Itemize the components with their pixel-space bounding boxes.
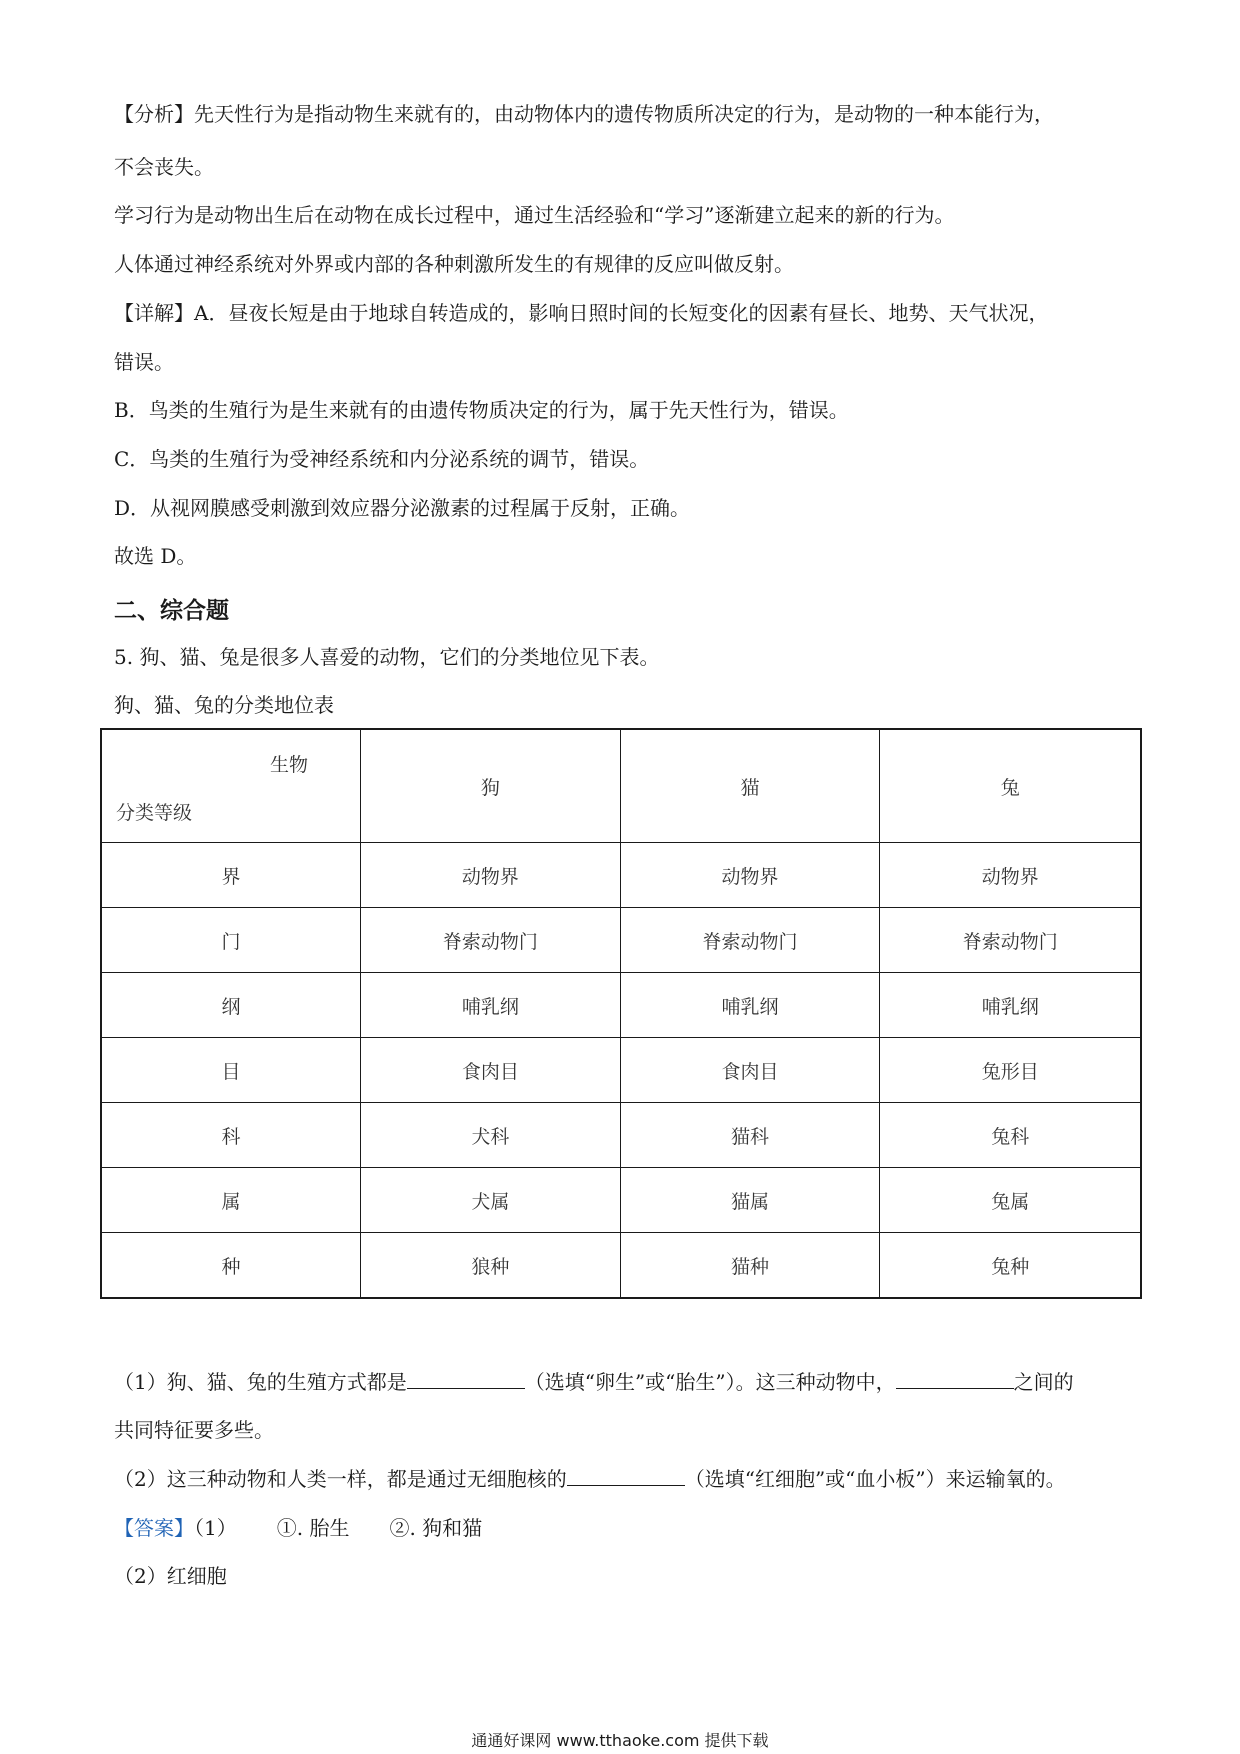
taxonomy-table bbox=[100, 728, 1142, 1299]
column-header-dog: 狗 bbox=[361, 729, 621, 843]
dog-cell: 哺乳纲 bbox=[361, 973, 621, 1038]
answer-tag: 【答案】 bbox=[114, 1516, 194, 1540]
detail-line-1: 【详解】A．昼夜长短是由于地球自转造成的，影响日照时间的长短变化的因素有昼长、地势、天气状况， bbox=[114, 301, 1049, 325]
answer-line-2: （2）红细胞 bbox=[114, 1564, 227, 1588]
table-row bbox=[101, 908, 1141, 973]
cat-cell: 哺乳纲 bbox=[620, 973, 880, 1038]
analysis-line-3: 学习行为是动物出生后在动物在成长过程中，通过生活经验和“学习”逐渐建立起来的新的行为。 bbox=[114, 203, 955, 227]
question-2-text-a: （2）这三种动物和人类一样，都是通过无细胞核的 bbox=[114, 1467, 567, 1491]
rabbit-cell: 哺乳纲 bbox=[880, 973, 1141, 1038]
section-title: 二、综合题 bbox=[114, 598, 229, 624]
cat-cell: 猫种 bbox=[620, 1233, 880, 1299]
cat-cell: 动物界 bbox=[620, 843, 880, 908]
rank-cell: 门 bbox=[101, 908, 361, 973]
detail-option-b: B．鸟类的生殖行为是生来就有的由遗传物质决定的行为，属于先天性行为，错误。 bbox=[114, 398, 849, 422]
question-2-text-b: （选填“红细胞”或“血小板”）来运输氧的。 bbox=[684, 1467, 1066, 1491]
table-row bbox=[101, 1103, 1141, 1168]
rank-cell: 科 bbox=[101, 1103, 361, 1168]
rabbit-cell: 兔种 bbox=[880, 1233, 1141, 1299]
question-1-line-2: 共同特征要多些。 bbox=[114, 1418, 274, 1442]
detail-line-2: 错误。 bbox=[114, 350, 174, 374]
dog-cell: 脊索动物门 bbox=[361, 908, 621, 973]
table-row bbox=[101, 1038, 1141, 1103]
cat-cell: 食肉目 bbox=[620, 1038, 880, 1103]
rabbit-cell: 兔形目 bbox=[880, 1038, 1141, 1103]
answer-part-1-label: （1） bbox=[194, 1516, 237, 1540]
column-header-rabbit: 兔 bbox=[880, 729, 1141, 843]
cat-cell: 猫科 bbox=[620, 1103, 880, 1168]
detail-conclusion: 故选 D。 bbox=[114, 544, 197, 568]
table-caption: 狗、猫、兔的分类地位表 bbox=[114, 693, 334, 717]
dog-cell: 犬科 bbox=[361, 1103, 621, 1168]
rabbit-cell: 动物界 bbox=[880, 843, 1141, 908]
cat-cell: 脊索动物门 bbox=[620, 908, 880, 973]
answer-part-1-b: ②. 狗和猫 bbox=[389, 1516, 483, 1540]
table-row bbox=[101, 973, 1141, 1038]
cat-cell: 猫属 bbox=[620, 1168, 880, 1233]
dog-cell: 犬属 bbox=[361, 1168, 621, 1233]
question-2-line bbox=[114, 1467, 1066, 1491]
corner-label-organism: 生物 bbox=[270, 754, 309, 776]
rank-cell: 属 bbox=[101, 1168, 361, 1233]
rabbit-cell: 脊索动物门 bbox=[880, 908, 1141, 973]
answer-blank-1[interactable] bbox=[407, 1370, 525, 1389]
rank-cell: 界 bbox=[101, 843, 361, 908]
analysis-line-1: 【分析】先天性行为是指动物生来就有的，由动物体内的遗传物质所决定的行为，是动物的一种本能行为， bbox=[114, 102, 1054, 126]
answer-blank-2[interactable] bbox=[896, 1370, 1014, 1389]
rabbit-cell: 兔属 bbox=[880, 1168, 1141, 1233]
analysis-line-4: 人体通过神经系统对外界或内部的各种刺激所发生的有规律的反应叫做反射。 bbox=[114, 252, 794, 276]
table-row bbox=[101, 843, 1141, 908]
page-footer: 通通好课网 www.tthaoke.com 提供下载 bbox=[471, 1731, 769, 1750]
rank-cell: 种 bbox=[101, 1233, 361, 1299]
question-1-text-b: （选填“卵生”或“胎生”）。这三种动物中， bbox=[524, 1370, 896, 1394]
analysis-line-2: 不会丧失。 bbox=[114, 155, 214, 179]
column-header-cat: 猫 bbox=[620, 729, 880, 843]
rank-cell: 目 bbox=[101, 1038, 361, 1103]
answer-blank-3[interactable] bbox=[567, 1467, 685, 1486]
question-1-line-1 bbox=[114, 1370, 1074, 1394]
table-row bbox=[101, 1168, 1141, 1233]
rabbit-cell: 兔科 bbox=[880, 1103, 1141, 1168]
question-1-text-a: （1）狗、猫、兔的生殖方式都是 bbox=[114, 1370, 407, 1394]
question-stem: 5. 狗、猫、兔是很多人喜爱的动物，它们的分类地位见下表。 bbox=[114, 645, 660, 669]
detail-option-d: D．从视网膜感受刺激到效应器分泌激素的过程属于反射，正确。 bbox=[114, 496, 691, 520]
question-1-text-c: 之间的 bbox=[1013, 1370, 1074, 1394]
rank-cell: 纲 bbox=[101, 973, 361, 1038]
table-corner-cell bbox=[101, 729, 361, 843]
table-header-row bbox=[101, 729, 1141, 843]
corner-label-rank: 分类等级 bbox=[116, 802, 193, 824]
dog-cell: 狼种 bbox=[361, 1233, 621, 1299]
answer-part-1-a: ①. 胎生 bbox=[276, 1516, 350, 1540]
answer-line-1 bbox=[114, 1516, 482, 1540]
detail-option-c: C．鸟类的生殖行为受神经系统和内分泌系统的调节，错误。 bbox=[114, 447, 650, 471]
dog-cell: 食肉目 bbox=[361, 1038, 621, 1103]
dog-cell: 动物界 bbox=[361, 843, 621, 908]
table-row bbox=[101, 1233, 1141, 1299]
